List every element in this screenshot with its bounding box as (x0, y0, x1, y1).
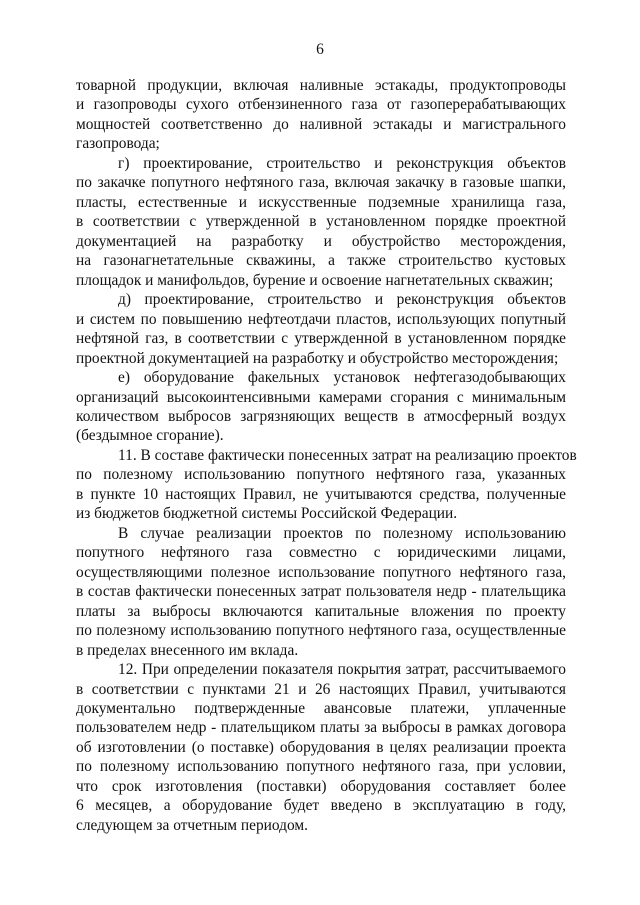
paragraph-point-11-cont (76, 524, 566, 660)
text-line: пласты, естественные и искусственные подземные хранилища газа, (76, 193, 566, 211)
paragraph-item-d (76, 290, 566, 368)
text-line: г) проектирование, строительство и реконструкция объектов (118, 154, 566, 172)
text-line: что срок изготовления (поставки) оборудования составляет более (76, 777, 566, 795)
text-line: об изготовлении (о поставке) оборудования в целях реализации проекта (76, 738, 566, 756)
text-line: газопровода; (76, 135, 160, 153)
text-line: мощностей соответственно до наливной эстакады и магистрального (76, 115, 566, 133)
paragraph-item-e (76, 368, 566, 446)
paragraph-item-g (76, 154, 566, 290)
text-line: платы за выбросы включаются капитальные вложения по проекту (76, 602, 566, 620)
text-line: в соответствии с утвержденной в установленном порядке проектной (76, 213, 566, 231)
text-line: проектной документацией на разработку и обустройство месторождения; (76, 349, 559, 367)
text-line: документацией на разработку и обустройство месторождения, (76, 232, 566, 250)
text-line: пользователем недр - плательщиком платы за выбросы в рамках договора (76, 719, 566, 737)
text-line: организаций высокоинтенсивными камерами сгорания с минимальным (76, 388, 566, 406)
text-line: (бездымное сгорание). (76, 427, 224, 445)
page-number: 6 (316, 41, 324, 58)
text-line: д) проектирование, строительство и реконструкция объектов (118, 291, 566, 309)
text-line: попутного нефтяного газа совместно с юридическими лицами, (76, 544, 566, 562)
document-body (76, 76, 577, 835)
text-line: следующем за отчетным периодом. (76, 816, 308, 834)
text-line: на газонагнетательные скважины, а также строительство кустовых (76, 252, 566, 270)
text-line: 12. При определении показателя покрытия затрат, рассчитываемого (118, 661, 566, 679)
text-line: товарной продукции, включая наливные эстакады, продуктопроводы (76, 77, 566, 94)
text-line: из бюджетов бюджетной системы Российской Федерации. (76, 505, 458, 523)
text-line: по полезному использованию попутного нефтяного газа, при условии, (76, 758, 566, 776)
paragraph-continuation (76, 76, 566, 154)
text-line: в пункте 10 настоящих Правил, не учитываются средства, полученные (76, 485, 566, 503)
text-line: нефтяной газ, в соответствии с утвержденной в установленном порядке (76, 330, 566, 348)
text-line: и систем по повышению нефтеотдачи пластов, использующих попутный (76, 310, 566, 328)
text-line: и газопроводы сухого отбензиненного газа от газоперерабатывающих (76, 96, 566, 114)
text-line: по полезному использованию попутного нефтяного газа, осуществленные (76, 622, 566, 640)
text-line: в пределах внесенного им вклада. (76, 641, 299, 659)
text-line: по закачке попутного нефтяного газа, включая закачку в газовые шапки, (76, 174, 566, 192)
text-line: е) оборудование факельных установок нефтегазодобывающих (118, 369, 566, 387)
text-line: по полезному использованию попутного нефтяного газа, указанных (76, 466, 566, 484)
text-line: В случае реализации проектов по полезному использованию (118, 524, 566, 542)
paragraph-point-12 (76, 660, 566, 835)
paragraph-point-11 (76, 446, 577, 524)
text-line: 6 месяцев, а оборудование будет введено в эксплуатацию в году, (76, 797, 566, 815)
text-line: в соответствии с пунктами 21 и 26 настоящих Правил, учитываются (76, 680, 566, 698)
text-line: площадок и манифольдов, бурение и освоение нагнетательных скважин; (76, 271, 554, 289)
text-line: осуществляющими полезное использование попутного нефтяного газа, (76, 563, 566, 581)
text-line: 11. В составе фактически понесенных затрат на реализацию проектов (118, 446, 577, 464)
text-line: в состав фактически понесенных затрат пользователя недр - плательщика (76, 583, 566, 601)
text-line: количеством выбросов загрязняющих веществ в атмосферный воздух (76, 407, 566, 425)
text-line: документально подтвержденные авансовые платежи, уплаченные (76, 700, 566, 717)
